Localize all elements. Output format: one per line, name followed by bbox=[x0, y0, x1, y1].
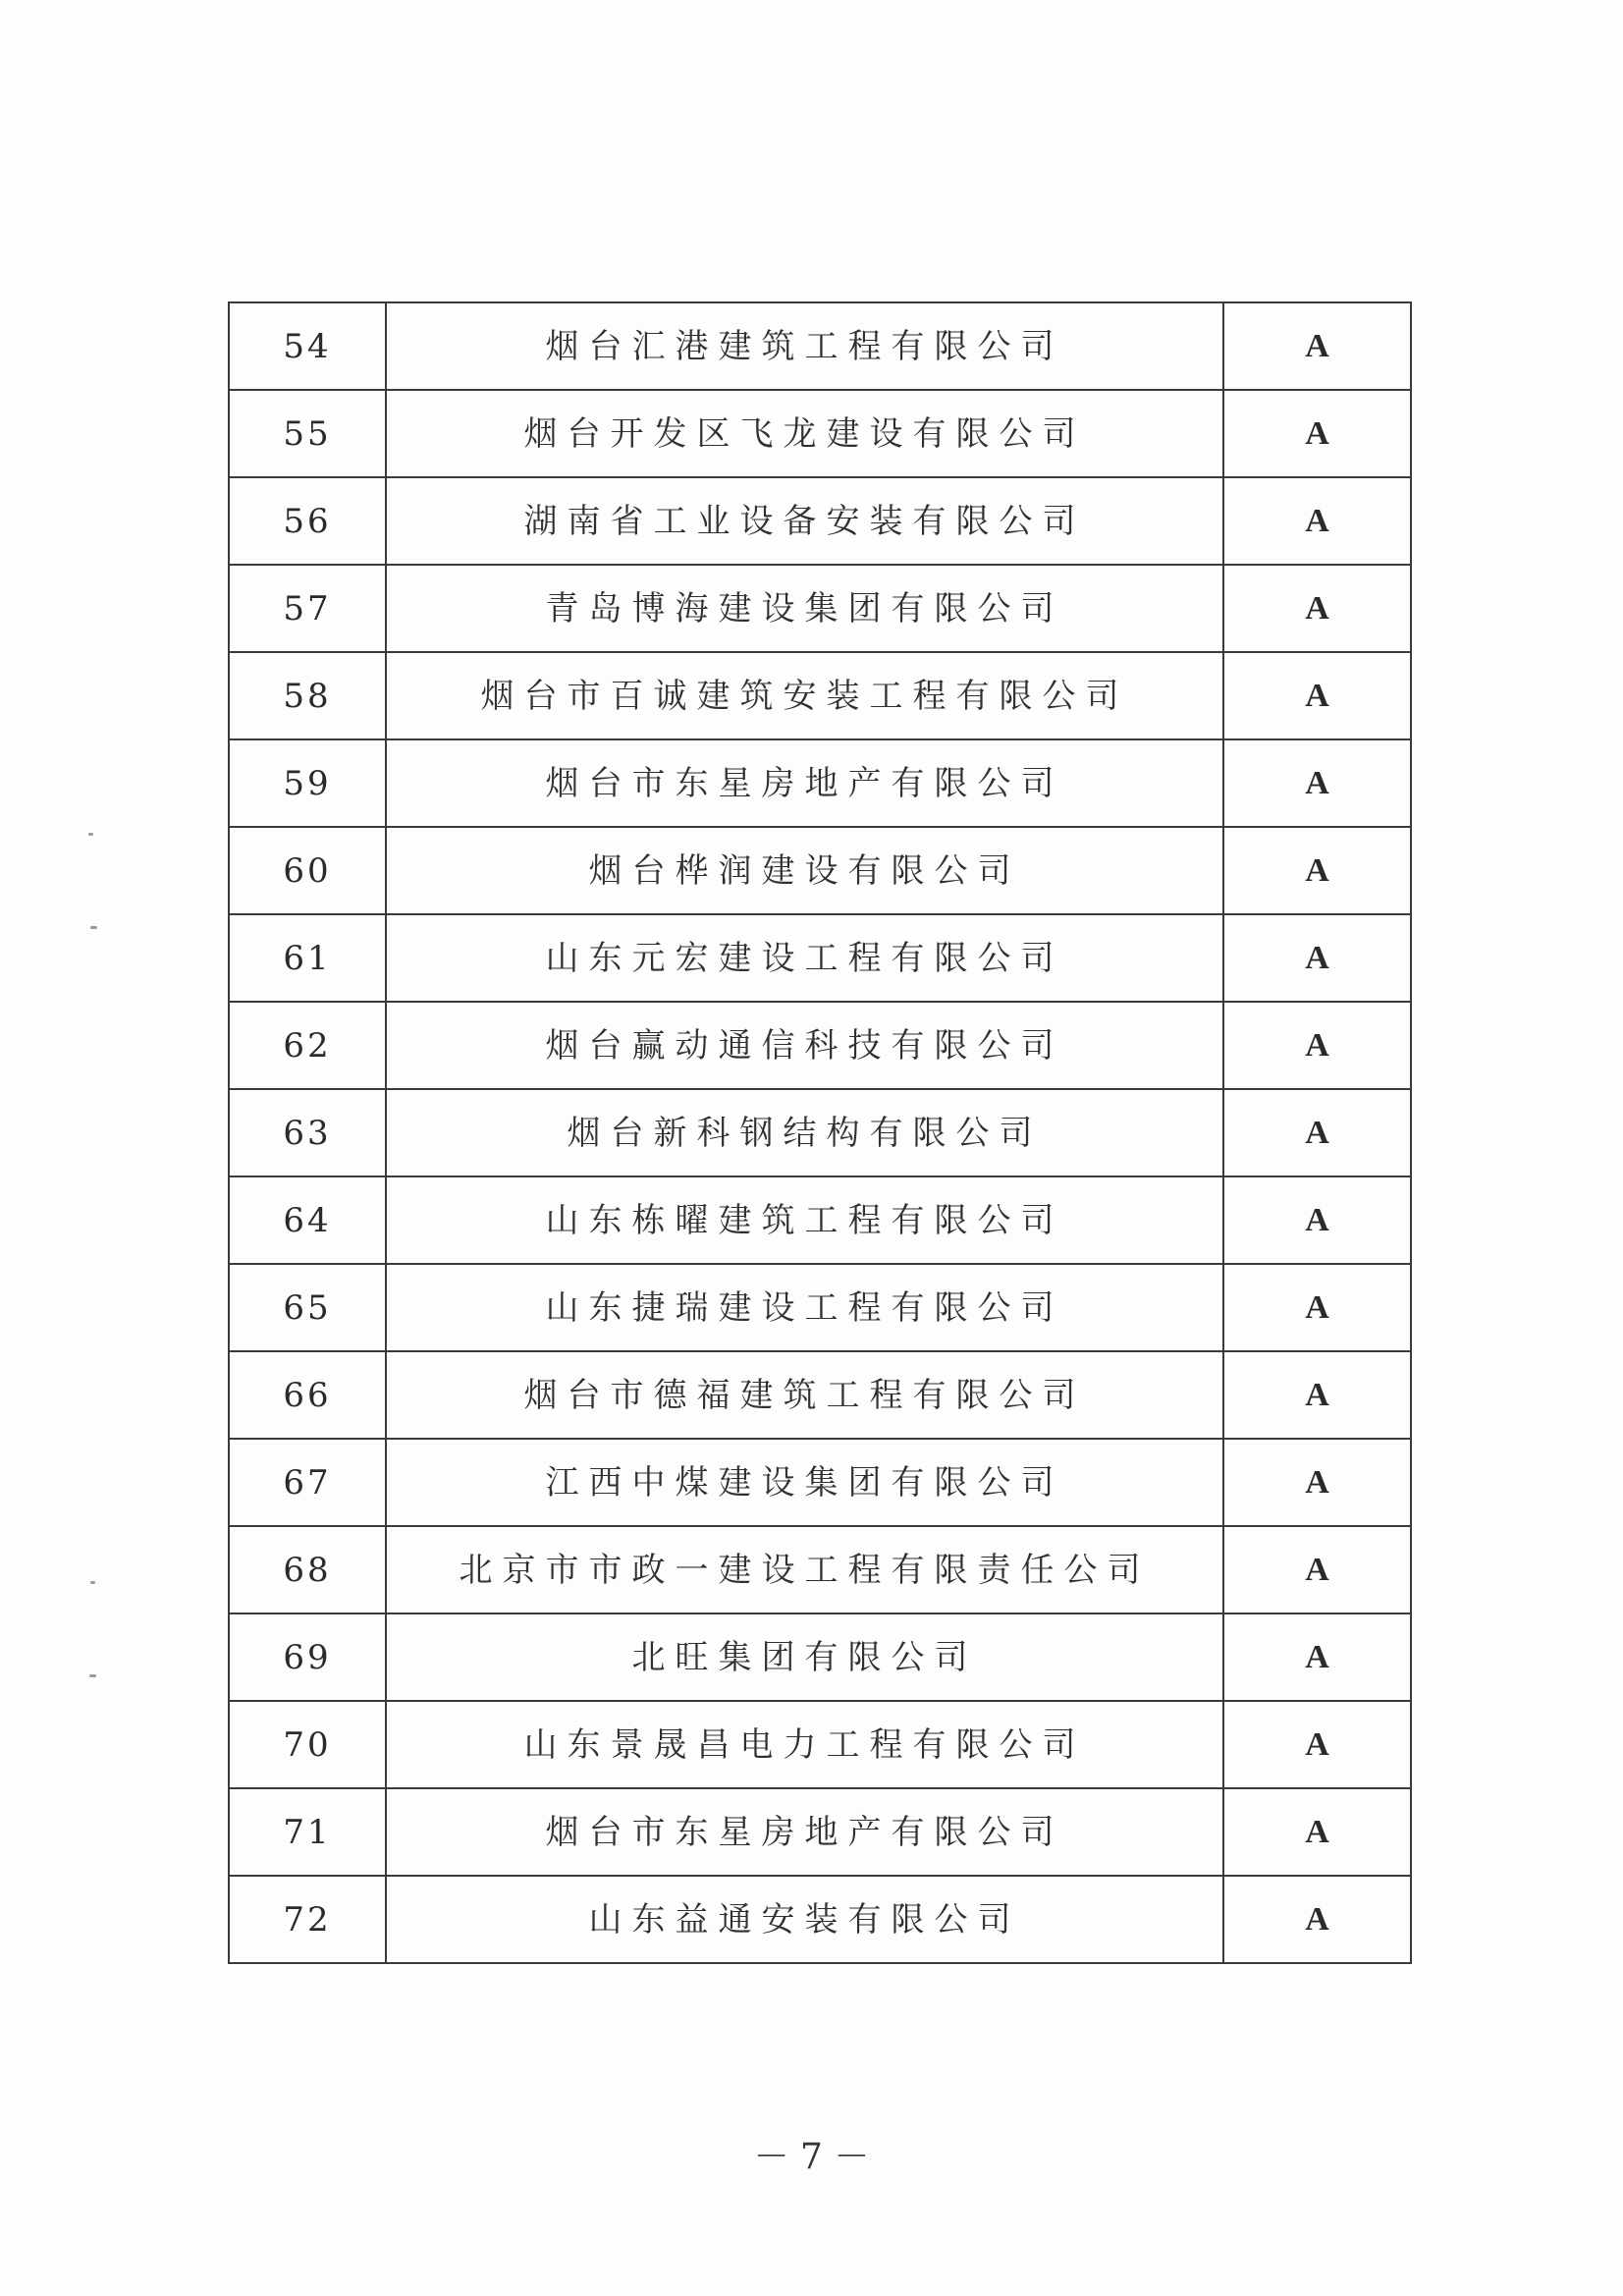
row-number: 57 bbox=[229, 565, 386, 652]
table-body bbox=[229, 302, 1411, 1963]
credit-grade: A bbox=[1223, 1701, 1411, 1788]
company-name: 烟台汇港建筑工程有限公司 bbox=[386, 302, 1223, 390]
table-row bbox=[229, 652, 1411, 739]
table-row bbox=[229, 739, 1411, 827]
row-number: 62 bbox=[229, 1002, 386, 1089]
page-number: － 7 － bbox=[753, 2137, 870, 2177]
credit-grade: A bbox=[1223, 1613, 1411, 1701]
table-row bbox=[229, 565, 1411, 652]
table-row bbox=[229, 1701, 1411, 1788]
table-row bbox=[229, 1788, 1411, 1876]
credit-grade: A bbox=[1223, 477, 1411, 565]
credit-grade: A bbox=[1223, 302, 1411, 390]
company-name: 青岛博海建设集团有限公司 bbox=[386, 565, 1223, 652]
row-number: 56 bbox=[229, 477, 386, 565]
company-name: 山东栋曜建筑工程有限公司 bbox=[386, 1176, 1223, 1264]
table-row bbox=[229, 1089, 1411, 1176]
credit-grade: A bbox=[1223, 914, 1411, 1002]
row-number: 64 bbox=[229, 1176, 386, 1264]
credit-grade: A bbox=[1223, 739, 1411, 827]
table-row bbox=[229, 302, 1411, 390]
company-name: 烟台市百诚建筑安装工程有限公司 bbox=[386, 652, 1223, 739]
row-number: 70 bbox=[229, 1701, 386, 1788]
row-number: 68 bbox=[229, 1526, 386, 1613]
company-name: 烟台开发区飞龙建设有限公司 bbox=[386, 390, 1223, 477]
credit-grade: A bbox=[1223, 565, 1411, 652]
row-number: 72 bbox=[229, 1876, 386, 1963]
row-number: 54 bbox=[229, 302, 386, 390]
row-number: 65 bbox=[229, 1264, 386, 1351]
company-name: 烟台市德福建筑工程有限公司 bbox=[386, 1351, 1223, 1439]
company-name: 烟台市东星房地产有限公司 bbox=[386, 1788, 1223, 1876]
company-name: 烟台新科钢结构有限公司 bbox=[386, 1089, 1223, 1176]
company-rating-table bbox=[228, 301, 1412, 1964]
table-row bbox=[229, 827, 1411, 914]
company-name: 烟台市东星房地产有限公司 bbox=[386, 739, 1223, 827]
row-number: 59 bbox=[229, 739, 386, 827]
company-name: 山东益通安装有限公司 bbox=[386, 1876, 1223, 1963]
company-name: 北旺集团有限公司 bbox=[386, 1613, 1223, 1701]
credit-grade: A bbox=[1223, 1439, 1411, 1526]
credit-grade: A bbox=[1223, 1788, 1411, 1876]
table-row bbox=[229, 390, 1411, 477]
credit-grade: A bbox=[1223, 827, 1411, 914]
credit-grade: A bbox=[1223, 390, 1411, 477]
table-row bbox=[229, 1526, 1411, 1613]
table-row bbox=[229, 1613, 1411, 1701]
scan-speck bbox=[89, 1674, 96, 1677]
credit-grade: A bbox=[1223, 652, 1411, 739]
company-name: 江西中煤建设集团有限公司 bbox=[386, 1439, 1223, 1526]
company-name: 烟台桦润建设有限公司 bbox=[386, 827, 1223, 914]
row-number: 61 bbox=[229, 914, 386, 1002]
row-number: 60 bbox=[229, 827, 386, 914]
table-row bbox=[229, 1002, 1411, 1089]
row-number: 66 bbox=[229, 1351, 386, 1439]
company-name: 山东元宏建设工程有限公司 bbox=[386, 914, 1223, 1002]
scan-speck bbox=[90, 1581, 95, 1584]
table-row bbox=[229, 1176, 1411, 1264]
credit-grade: A bbox=[1223, 1264, 1411, 1351]
credit-grade: A bbox=[1223, 1876, 1411, 1963]
credit-grade: A bbox=[1223, 1176, 1411, 1264]
scan-speck bbox=[88, 833, 93, 836]
row-number: 67 bbox=[229, 1439, 386, 1526]
company-name: 湖南省工业设备安装有限公司 bbox=[386, 477, 1223, 565]
table-row bbox=[229, 1876, 1411, 1963]
table-row bbox=[229, 1351, 1411, 1439]
table-row bbox=[229, 477, 1411, 565]
credit-grade: A bbox=[1223, 1002, 1411, 1089]
credit-grade: A bbox=[1223, 1089, 1411, 1176]
company-name: 烟台赢动通信科技有限公司 bbox=[386, 1002, 1223, 1089]
table-row bbox=[229, 1264, 1411, 1351]
row-number: 63 bbox=[229, 1089, 386, 1176]
scan-speck bbox=[90, 926, 97, 929]
company-name: 山东捷瑞建设工程有限公司 bbox=[386, 1264, 1223, 1351]
row-number: 69 bbox=[229, 1613, 386, 1701]
credit-grade: A bbox=[1223, 1526, 1411, 1613]
credit-grade: A bbox=[1223, 1351, 1411, 1439]
row-number: 71 bbox=[229, 1788, 386, 1876]
company-name: 山东景晟昌电力工程有限公司 bbox=[386, 1701, 1223, 1788]
table-row bbox=[229, 1439, 1411, 1526]
company-name: 北京市市政一建设工程有限责任公司 bbox=[386, 1526, 1223, 1613]
table-row bbox=[229, 914, 1411, 1002]
row-number: 55 bbox=[229, 390, 386, 477]
row-number: 58 bbox=[229, 652, 386, 739]
